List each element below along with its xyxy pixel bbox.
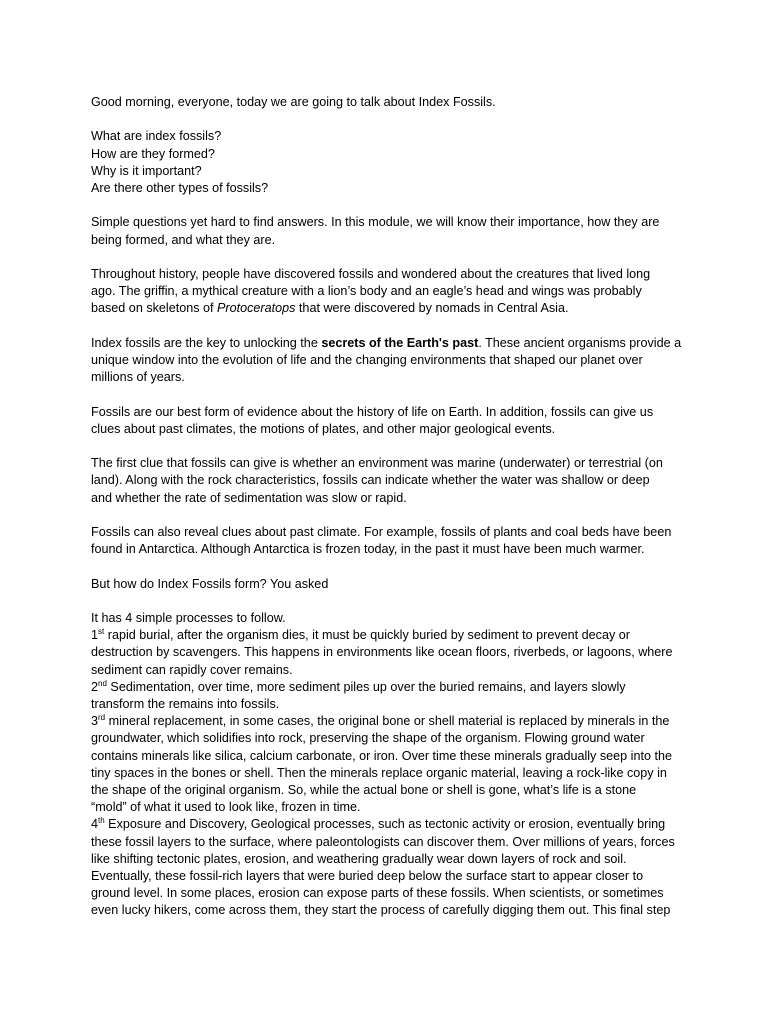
history-text: based on skeletons of (91, 301, 218, 316)
clue-line: and whether the rate of sedimentation was slow or rapid. (91, 490, 407, 505)
processes-section (91, 610, 708, 920)
climate-line: found in Antarctica. Although Antarctica is frozen today, in the past it must have been much warmer. (91, 542, 645, 557)
history-line: Throughout history, people have discovered fossils and wondered about the creatures that lived long (91, 266, 651, 281)
step1-number: 1 (91, 628, 99, 643)
processes-intro-line: It has 4 simple processes to follow. (91, 610, 286, 625)
greeting-paragraph (91, 94, 708, 111)
secrets-bold: secrets of the Earth's past (321, 335, 479, 350)
step2-line: transform the remains into fossils. (91, 696, 280, 711)
history-text: that were discovered by nomads in Central Asia. (295, 301, 569, 316)
step3-ordinal: rd (98, 712, 106, 722)
step4-line: Eventually, these fossil-rich layers that were buried deep below the surface start to appear closer to (91, 869, 644, 883)
key-text: Index fossils are the key to unlocking the (91, 335, 322, 350)
question-line: What are index fossils? (91, 129, 222, 144)
evidence-line: clues about past climates, the motions of plates, and other major geological events. (91, 421, 556, 436)
step2-number: 2 (91, 679, 99, 694)
key-line (91, 335, 708, 352)
step4-line: like shifting tectonic plates, erosion, and weathering gradually wear down layers of rock and soil. (91, 851, 627, 866)
history-line (91, 300, 708, 317)
protoceratops-italic: Protoceratops (217, 301, 296, 316)
step4-number: 4 (91, 817, 99, 832)
step4-line: even lucky hikers, come across them, they start the process of carefully digging them out. This final step (91, 903, 671, 918)
key-paragraph (91, 335, 708, 387)
step3-text: mineral replacement, in some cases, the original bone or shell material is replaced by minerals in the (105, 714, 670, 729)
document-body (91, 94, 708, 920)
clue-paragraph (91, 455, 708, 507)
step1-line: destruction by scavengers. This happens in environments like ocean floors, riverbeds, or lagoons, where (91, 645, 673, 660)
step3-line: groundwater, which solidifies into rock, preserving the shape of the organism. Flowing ground water (91, 731, 645, 746)
step4-line (91, 816, 708, 833)
step2-line (91, 679, 708, 696)
key-line: millions of years. (91, 370, 185, 385)
question-form-paragraph (91, 576, 708, 593)
step1-text: rapid burial, after the organism dies, it must be quickly buried by sediment to prevent decay or (104, 628, 630, 643)
step3-number: 3 (91, 714, 99, 729)
question-line: Why is it important? (91, 163, 202, 178)
step4-text: Exposure and Discovery, Geological processes, such as tectonic activity or erosion, eventually bring (104, 817, 666, 832)
clue-line: The first clue that fossils can give is whether an environment was marine (underwater) or terrestrial (on (91, 456, 663, 471)
step3-line: contains minerals like silica, calcium carbonate, or iron. Over time these minerals gradually seep into the (91, 748, 672, 763)
question-line: Are there other types of fossils? (91, 181, 269, 195)
question-line: How are they formed? (91, 146, 215, 161)
history-line: ago. The griffin, a mythical creature with a lion’s body and an eagle’s head and wings was probably (91, 284, 642, 299)
questions-paragraph (91, 128, 708, 197)
intro-paragraph (91, 214, 708, 248)
climate-paragraph (91, 524, 708, 558)
climate-line: Fossils can also reveal clues about past climate. For example, fossils of plants and coal beds have been (91, 524, 672, 539)
step1-line: sediment can rapidly cover remains. (91, 662, 293, 677)
step2-ordinal: nd (98, 678, 107, 688)
step3-line: the shape of the original organism. So, while the actual bone or shell is gone, what’s life is a stone (91, 782, 637, 797)
intro-line: Simple questions yet hard to find answers. In this module, we will know their importance, how they are (91, 215, 660, 230)
evidence-paragraph (91, 404, 708, 438)
intro-line: being formed, and what they are. (91, 232, 276, 247)
step1-line (91, 627, 708, 644)
history-paragraph (91, 266, 708, 318)
step3-line: “mold” of what it used to look like, frozen in time. (91, 800, 361, 815)
step4-line: ground level. In some places, erosion can expose parts of these fossils. When scientists, or sometimes (91, 886, 664, 901)
step3-line (91, 713, 708, 730)
clue-line: land). Along with the rock characteristics, fossils can indicate whether the water was shallow or deep (91, 473, 650, 488)
step2-text: Sedimentation, over time, more sediment piles up over the buried remains, and layers slowly (106, 679, 626, 694)
step1-ordinal: st (98, 626, 105, 636)
step3-line: tiny spaces in the bones or shell. Then the minerals replace organic material, leaving a rock-like copy in (91, 765, 667, 780)
greeting-line: Good morning, everyone, today we are going to talk about Index Fossils. (91, 95, 496, 109)
step4-line: these fossil layers to the surface, where paleontologists can discover them. Over millions of years, forces (91, 834, 675, 849)
key-line: unique window into the evolution of life and the changing environments that shaped our planet over (91, 352, 643, 367)
key-text: . These ancient organisms provide a (478, 335, 682, 350)
question-form-line: But how do Index Fossils form? You asked (91, 576, 329, 591)
step4-ordinal: th (98, 816, 105, 826)
evidence-line: Fossils are our best form of evidence about the history of life on Earth. In addition, fossils can give us (91, 404, 654, 419)
